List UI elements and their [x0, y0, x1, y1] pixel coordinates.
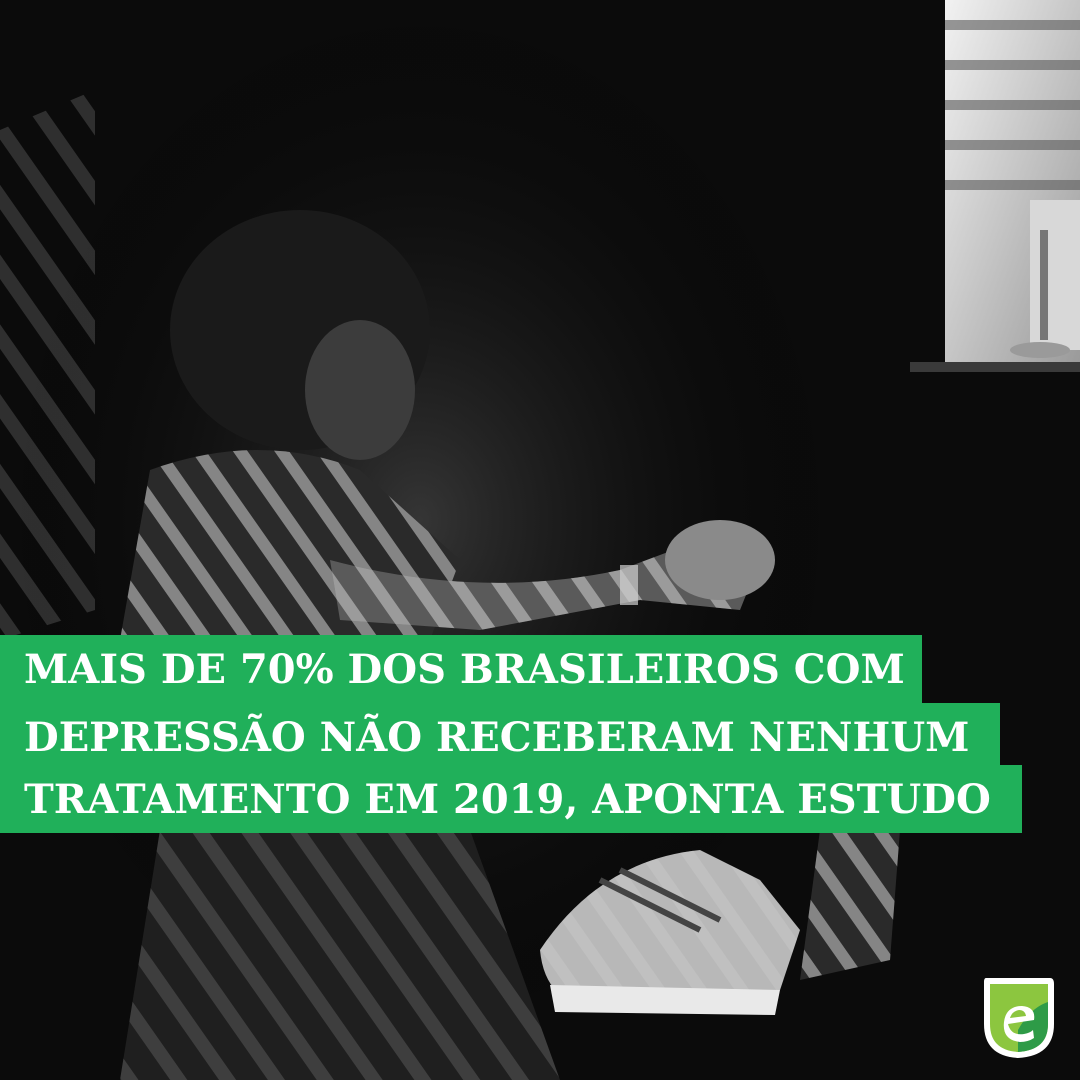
e-leaf-logo-icon: [978, 972, 1058, 1060]
wall-light-stripes: [0, 90, 95, 640]
headline-line-3: TRATAMENTO EM 2019, APONTA ESTUDO: [0, 765, 1022, 833]
headline-line-2: DEPRESSÃO NÃO RECEBERAM NENHUM: [0, 703, 1000, 771]
headline-line-1: MAIS DE 70% DOS BRASILEIROS COM: [0, 635, 922, 703]
